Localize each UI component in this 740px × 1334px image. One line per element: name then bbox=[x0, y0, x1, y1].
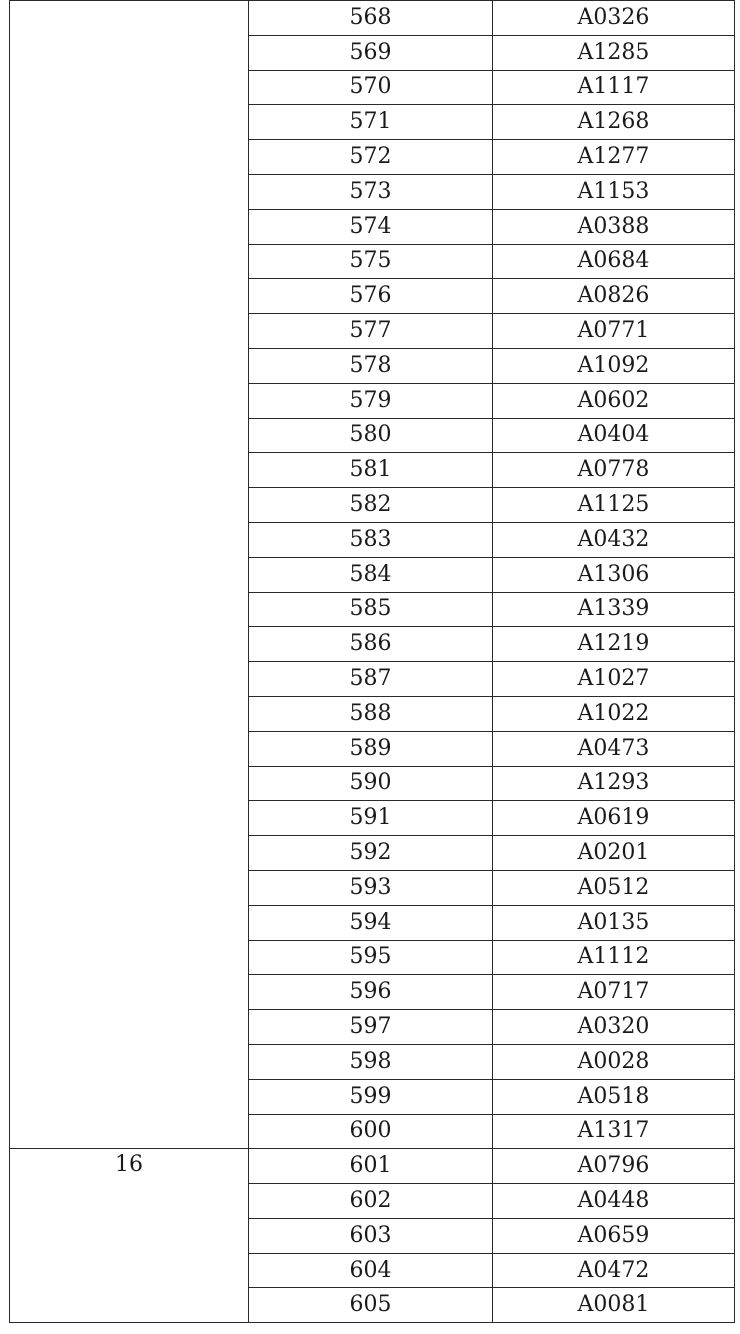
code-cell: A0796 bbox=[493, 1149, 735, 1184]
code-cell: A1285 bbox=[493, 35, 735, 70]
code-cell: A1092 bbox=[493, 348, 735, 383]
sequence-number-cell: 588 bbox=[249, 696, 493, 731]
code-cell: A0778 bbox=[493, 453, 735, 488]
code-cell: A0619 bbox=[493, 801, 735, 836]
roster-table-body bbox=[10, 1, 735, 1323]
code-cell: A1306 bbox=[493, 557, 735, 592]
code-cell: A0771 bbox=[493, 314, 735, 349]
code-cell: A1112 bbox=[493, 940, 735, 975]
sequence-number-cell: 591 bbox=[249, 801, 493, 836]
code-cell: A0684 bbox=[493, 244, 735, 279]
sequence-number-cell: 599 bbox=[249, 1079, 493, 1114]
sequence-number-cell: 605 bbox=[249, 1288, 493, 1323]
code-cell: A0201 bbox=[493, 836, 735, 871]
sequence-number-cell: 601 bbox=[249, 1149, 493, 1184]
code-cell: A1153 bbox=[493, 174, 735, 209]
sequence-number-cell: 573 bbox=[249, 174, 493, 209]
code-cell: A0448 bbox=[493, 1184, 735, 1219]
code-cell: A0717 bbox=[493, 975, 735, 1010]
sequence-number-cell: 589 bbox=[249, 731, 493, 766]
sequence-number-cell: 592 bbox=[249, 836, 493, 871]
code-cell: A1027 bbox=[493, 662, 735, 697]
sequence-number-cell: 600 bbox=[249, 1114, 493, 1149]
code-cell: A1293 bbox=[493, 766, 735, 801]
sequence-number-cell: 593 bbox=[249, 870, 493, 905]
code-cell: A0135 bbox=[493, 905, 735, 940]
code-cell: A0512 bbox=[493, 870, 735, 905]
sequence-number-cell: 585 bbox=[249, 592, 493, 627]
sequence-number-cell: 583 bbox=[249, 522, 493, 557]
group-number-cell: 16 bbox=[10, 1149, 249, 1323]
code-cell: A0659 bbox=[493, 1218, 735, 1253]
code-cell: A1125 bbox=[493, 488, 735, 523]
code-cell: A0432 bbox=[493, 522, 735, 557]
code-cell: A0602 bbox=[493, 383, 735, 418]
sequence-number-cell: 571 bbox=[249, 105, 493, 140]
sequence-number-cell: 598 bbox=[249, 1044, 493, 1079]
code-cell: A1339 bbox=[493, 592, 735, 627]
code-cell: A0473 bbox=[493, 731, 735, 766]
code-cell: A0472 bbox=[493, 1253, 735, 1288]
sequence-number-cell: 572 bbox=[249, 140, 493, 175]
code-cell: A0326 bbox=[493, 1, 735, 36]
sequence-number-cell: 586 bbox=[249, 627, 493, 662]
sequence-number-cell: 575 bbox=[249, 244, 493, 279]
code-cell: A0081 bbox=[493, 1288, 735, 1323]
sequence-number-cell: 570 bbox=[249, 70, 493, 105]
sequence-number-cell: 602 bbox=[249, 1184, 493, 1219]
sequence-number-cell: 574 bbox=[249, 209, 493, 244]
sequence-number-cell: 596 bbox=[249, 975, 493, 1010]
sequence-number-cell: 603 bbox=[249, 1218, 493, 1253]
sequence-number-cell: 568 bbox=[249, 1, 493, 36]
code-cell: A0028 bbox=[493, 1044, 735, 1079]
roster-table bbox=[9, 0, 735, 1323]
code-cell: A0388 bbox=[493, 209, 735, 244]
code-cell: A1117 bbox=[493, 70, 735, 105]
code-cell: A0518 bbox=[493, 1079, 735, 1114]
sequence-number-cell: 577 bbox=[249, 314, 493, 349]
code-cell: A0404 bbox=[493, 418, 735, 453]
sequence-number-cell: 582 bbox=[249, 488, 493, 523]
code-cell: A0826 bbox=[493, 279, 735, 314]
code-cell: A0320 bbox=[493, 1010, 735, 1045]
sequence-number-cell: 594 bbox=[249, 905, 493, 940]
code-cell: A1277 bbox=[493, 140, 735, 175]
sequence-number-cell: 578 bbox=[249, 348, 493, 383]
group-number-cell bbox=[10, 1, 249, 1149]
sequence-number-cell: 604 bbox=[249, 1253, 493, 1288]
code-cell: A1219 bbox=[493, 627, 735, 662]
code-cell: A1022 bbox=[493, 696, 735, 731]
code-cell: A1317 bbox=[493, 1114, 735, 1149]
sequence-number-cell: 569 bbox=[249, 35, 493, 70]
sequence-number-cell: 576 bbox=[249, 279, 493, 314]
sequence-number-cell: 579 bbox=[249, 383, 493, 418]
sequence-number-cell: 584 bbox=[249, 557, 493, 592]
sequence-number-cell: 581 bbox=[249, 453, 493, 488]
sequence-number-cell: 597 bbox=[249, 1010, 493, 1045]
sequence-number-cell: 587 bbox=[249, 662, 493, 697]
sequence-number-cell: 595 bbox=[249, 940, 493, 975]
sequence-number-cell: 590 bbox=[249, 766, 493, 801]
sequence-number-cell: 580 bbox=[249, 418, 493, 453]
table-row bbox=[10, 1, 735, 36]
table-row bbox=[10, 1149, 735, 1184]
code-cell: A1268 bbox=[493, 105, 735, 140]
